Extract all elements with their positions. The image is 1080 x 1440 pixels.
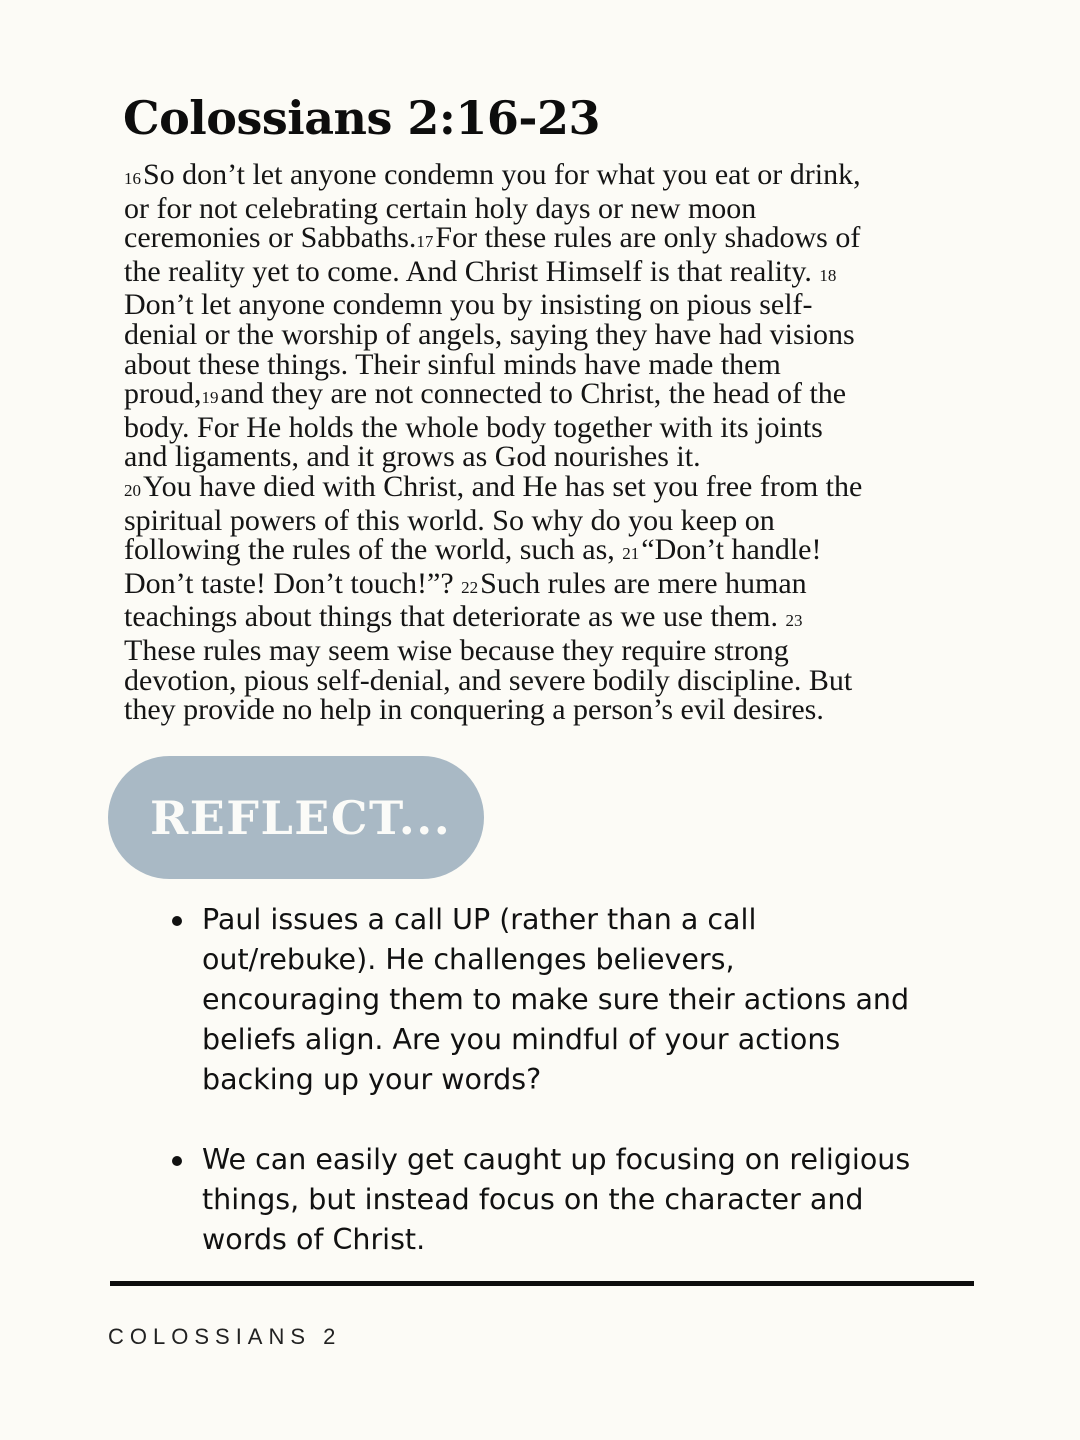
verse-number: 19 bbox=[201, 388, 219, 408]
list-item-line: Paul issues a call UP (rather than a call bbox=[202, 903, 757, 936]
scripture-line bbox=[124, 566, 1009, 603]
list-item-line: backing up your words? bbox=[202, 1063, 542, 1096]
reflect-badge bbox=[108, 756, 484, 879]
reflection-list bbox=[168, 900, 978, 1300]
list-item-text bbox=[202, 900, 978, 1100]
verse-text: they provide no help in conquering a person’s evil desires. bbox=[124, 693, 824, 727]
list-item-line: things, but instead focus on the character and bbox=[202, 1183, 864, 1216]
list-item-line: words of Christ. bbox=[202, 1223, 426, 1256]
scripture-line bbox=[124, 602, 1009, 636]
scripture-line bbox=[124, 317, 1009, 351]
verse-number: 22 bbox=[461, 577, 479, 597]
verse-text: and they are not connected to Christ, the head of the bbox=[220, 377, 847, 411]
page-title: Colossians 2:16-23 bbox=[123, 91, 600, 145]
verse-text: denial or the worship of angels, saying they have had visions bbox=[124, 317, 855, 351]
verse-text: about these things. Their sinful minds have made them bbox=[124, 347, 781, 381]
verse-text: Such rules are mere human bbox=[480, 566, 807, 600]
verse-text: body. For He holds the whole body together with its joints bbox=[124, 410, 823, 444]
scripture-line bbox=[124, 633, 1009, 667]
scripture-line bbox=[124, 254, 1009, 291]
verse-text: These rules may seem wise because they require strong bbox=[124, 633, 789, 667]
verse-number: 23 bbox=[785, 611, 803, 631]
verse-text: spiritual powers of this world. So why do you keep on bbox=[124, 503, 775, 537]
list-item-line: We can easily get caught up focusing on religious bbox=[202, 1143, 911, 1176]
verse-text: the reality yet to come. And Christ Himself is that reality. bbox=[124, 254, 820, 288]
scripture-line bbox=[124, 535, 1009, 569]
verse-text: “Don’t handle! bbox=[641, 533, 822, 567]
scripture-line bbox=[124, 469, 1009, 506]
verse-number: 16 bbox=[124, 169, 141, 188]
bullet-dot-icon bbox=[172, 1156, 182, 1166]
list-item-line: beliefs align. Are you mindful of your actions bbox=[202, 1023, 841, 1056]
scripture-line bbox=[124, 379, 1009, 413]
scripture-line bbox=[124, 191, 1009, 225]
list-item bbox=[168, 900, 978, 1100]
verse-number: 20 bbox=[124, 480, 141, 500]
verse-text: proud, bbox=[124, 377, 202, 411]
footer-label: COLOSSIANS 2 bbox=[108, 1324, 342, 1349]
verse-text: ceremonies or Sabbaths. bbox=[124, 221, 417, 255]
list-item-text bbox=[202, 1140, 978, 1260]
list-item-line: out/rebuke). He challenges believers, bbox=[202, 943, 735, 976]
bullet-dot-icon bbox=[172, 916, 182, 926]
verse-text: Don’t let anyone condemn you by insisting on pious self- bbox=[124, 288, 813, 322]
verse-number: 21 bbox=[622, 544, 640, 564]
verse-text: and ligaments, and it grows as God nourishes it. bbox=[124, 440, 701, 474]
verse-text: So don’t let anyone condemn you for what you eat or drink, bbox=[143, 158, 861, 191]
verse-text: For these rules are only shadows of bbox=[435, 221, 861, 255]
scripture-line bbox=[124, 663, 1009, 697]
reflect-label: REFLECT... bbox=[150, 790, 452, 845]
verse-number: 18 bbox=[819, 265, 837, 285]
verse-text: You have died with Christ, and He has set you free from the bbox=[143, 469, 863, 503]
list-item bbox=[168, 1140, 978, 1260]
verse-text: Don’t taste! Don’t touch!”? bbox=[124, 566, 462, 600]
scripture-line bbox=[124, 410, 1009, 444]
scripture-line bbox=[124, 442, 1009, 472]
scripture-line bbox=[124, 223, 1009, 257]
scripture-passage bbox=[124, 160, 1009, 725]
divider bbox=[110, 1281, 974, 1286]
verse-text: or for not celebrating certain holy days or new moon bbox=[124, 191, 757, 225]
scripture-line bbox=[124, 290, 1009, 320]
verse-text: following the rules of the world, such as, bbox=[124, 533, 623, 567]
verse-text: teachings about things that deteriorate as we use them. bbox=[124, 600, 786, 634]
scripture-line bbox=[124, 695, 1009, 725]
verse-number: 17 bbox=[416, 232, 434, 252]
verse-text: devotion, pious self-denial, and severe bodily discipline. But bbox=[124, 663, 853, 697]
scripture-line bbox=[124, 503, 1009, 537]
scripture-line bbox=[124, 160, 1009, 194]
list-item-line: encouraging them to make sure their actions and bbox=[202, 983, 910, 1016]
scripture-line bbox=[124, 347, 1009, 381]
